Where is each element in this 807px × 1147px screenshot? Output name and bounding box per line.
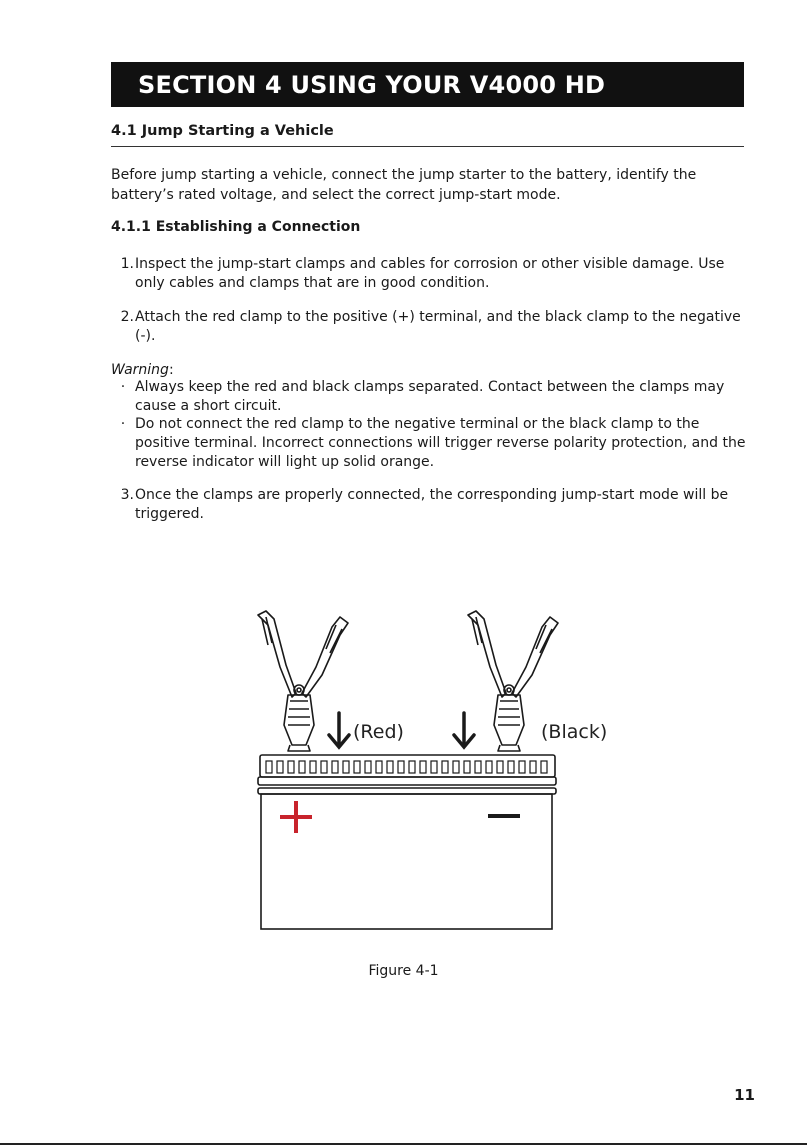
down-arrow-icon bbox=[454, 713, 474, 747]
warning-item-text: Always keep the red and black clamps separated. Contact between the clamps may cause a short circuit. bbox=[135, 379, 725, 414]
warning-title: Warning bbox=[111, 362, 169, 378]
step-2 bbox=[111, 308, 751, 346]
red-clamp-icon bbox=[258, 611, 348, 751]
warning-label bbox=[111, 362, 174, 378]
page-number: 11 bbox=[734, 1086, 755, 1104]
step-text: Inspect the jump-start clamps and cables for corrosion or other visible damage. Use only cables and clamps that are in good condition. bbox=[135, 256, 725, 291]
positive-icon bbox=[280, 801, 312, 833]
bullet-icon: · bbox=[120, 416, 126, 432]
bullet-icon: · bbox=[120, 379, 126, 395]
subsection-heading: 4.1.1 Establishing a Connection bbox=[111, 219, 361, 235]
warning-item-1 bbox=[111, 378, 746, 416]
warning-colon: : bbox=[168, 362, 174, 378]
battery-vents bbox=[266, 761, 547, 773]
step-number: 3. bbox=[120, 487, 134, 503]
battery-clamp-diagram bbox=[240, 605, 640, 940]
section-title: SECTION 4 USING YOUR V4000 HD bbox=[138, 70, 606, 99]
step-3 bbox=[111, 486, 751, 524]
battery-icon bbox=[258, 755, 556, 929]
down-arrow-icon bbox=[329, 713, 349, 747]
section-banner bbox=[111, 62, 744, 107]
section-heading: 4.1 Jump Starting a Vehicle bbox=[111, 123, 744, 147]
step-number: 2. bbox=[120, 309, 134, 325]
warning-item-text: Do not connect the red clamp to the negative terminal or the black clamp to the positive terminal. Incorrect connections will trigger reverse polarity protection, and the reverse indicator will light up solid orange. bbox=[135, 416, 746, 470]
black-clamp-label: (Black) bbox=[541, 721, 608, 743]
step-1 bbox=[111, 255, 751, 293]
step-text: Once the clamps are properly connected, the corresponding jump-start mode will be triggered. bbox=[135, 487, 729, 522]
intro-paragraph: Before jump starting a vehicle, connect the jump starter to the battery, identify the battery’s rated voltage, and select the correct jump-start mode. bbox=[111, 167, 697, 203]
step-number: 1. bbox=[120, 256, 134, 272]
step-text: Attach the red clamp to the positive (+) terminal, and the black clamp to the negative (-). bbox=[135, 309, 741, 344]
red-clamp-label: (Red) bbox=[353, 721, 404, 743]
figure-caption: Figure 4-1 bbox=[368, 963, 439, 979]
warning-item-2 bbox=[111, 415, 746, 472]
bottom-divider bbox=[0, 1143, 807, 1145]
